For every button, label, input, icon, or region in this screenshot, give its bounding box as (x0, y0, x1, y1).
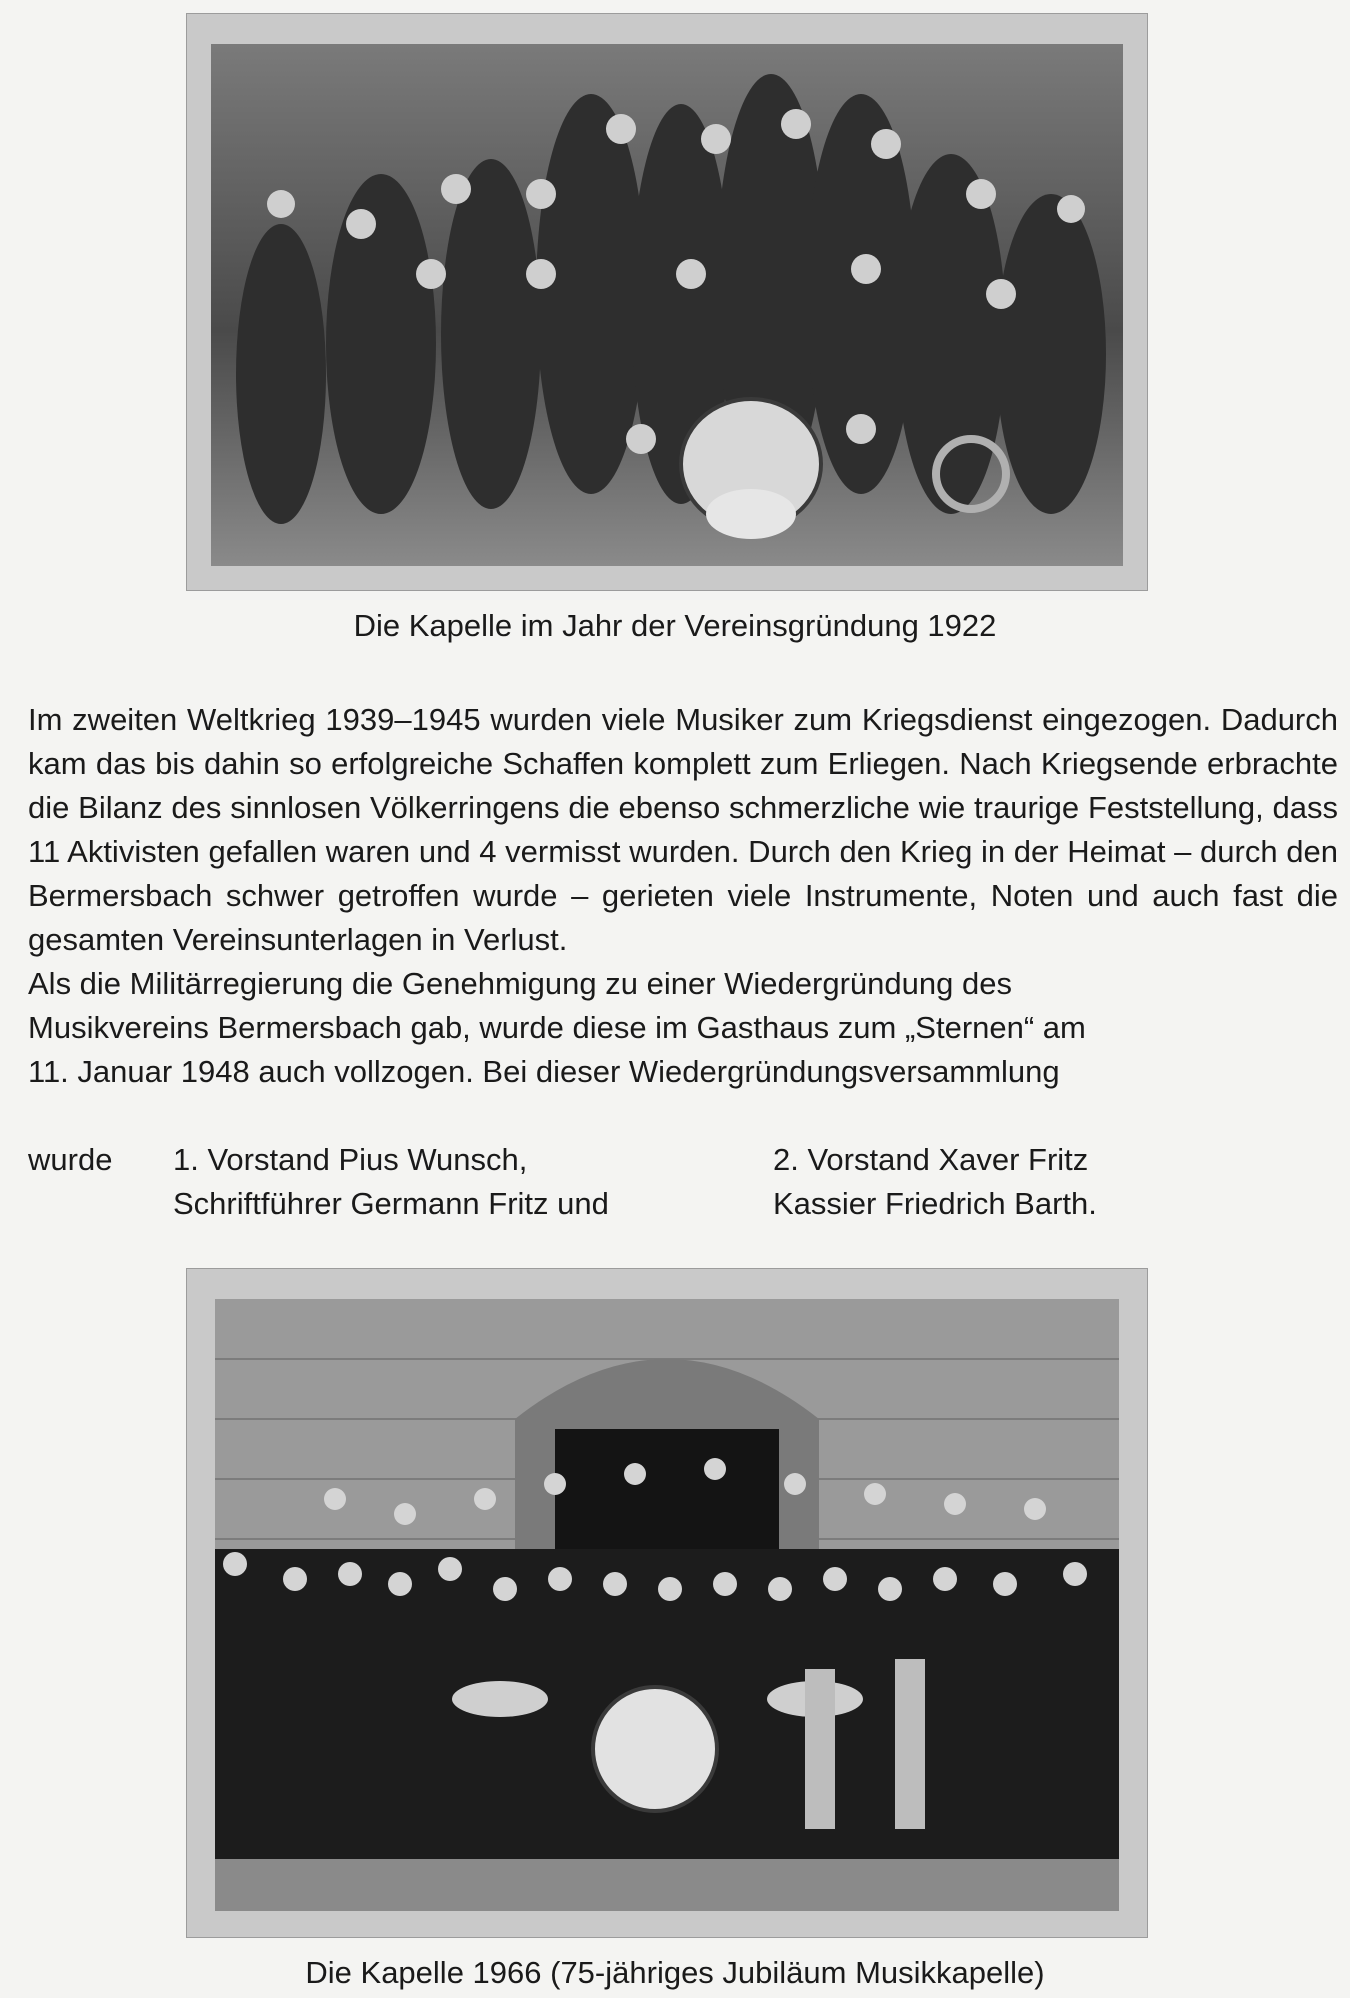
body-text (28, 698, 1338, 1094)
paragraph-1: Im zweiten Weltkrieg 1939–1945 wurden viele Musiker zum Kriegsdienst eingezogen. Dadurch kam das bis dahin so erfolgreiche Schaffen komplett zum Erliegen. Nach Kriegsende erbrachte die Bilanz des sinnlosen Völkerringens die ebenso schmerzliche wie traurige Feststellung, dass 11 Aktivisten gefallen waren und 4 vermisst wurden. Durch den Krieg in der Heimat – durch den Bermersbach schwer getroffen wurde – gerieten viele Instrumente, Noten und auch fast die gesamten Vereinsunterlagen in Verlust. (28, 702, 1338, 957)
officers-lead-word: wurde (28, 1142, 113, 1177)
photo-1922-frame (186, 13, 1148, 591)
officers-list (28, 1138, 1338, 1226)
officers-row-1 (28, 1138, 1338, 1182)
photo-1922 (211, 44, 1123, 566)
officer-secretary: Schriftführer Germann Fritz und (173, 1186, 609, 1221)
paragraph-2-line-2: Musikvereins Bermersbach gab, wurde diese im Gasthaus zum „Sternen“ am (28, 1010, 1086, 1045)
officers-row-2 (28, 1182, 1338, 1226)
paragraph-2-line-1: Als die Militärregierung die Genehmigung zu einer Wiedergründung des (28, 966, 1012, 1001)
officer-treasurer: Kassier Friedrich Barth. (773, 1186, 1097, 1221)
officer-first-chair: 1. Vorstand Pius Wunsch, (173, 1142, 528, 1177)
photo-1966-frame (186, 1268, 1148, 1938)
officer-second-chair: 2. Vorstand Xaver Fritz (773, 1142, 1089, 1177)
photo-1966 (215, 1299, 1119, 1911)
paragraph-2-line-3: 11. Januar 1948 auch vollzogen. Bei dieser Wiedergründungsversammlung (28, 1054, 1060, 1089)
photo-1966-caption: Die Kapelle 1966 (75-jähriges Jubiläum Musikkapelle) (305, 1955, 1045, 1990)
photo-1922-caption: Die Kapelle im Jahr der Vereinsgründung 1922 (353, 608, 997, 643)
